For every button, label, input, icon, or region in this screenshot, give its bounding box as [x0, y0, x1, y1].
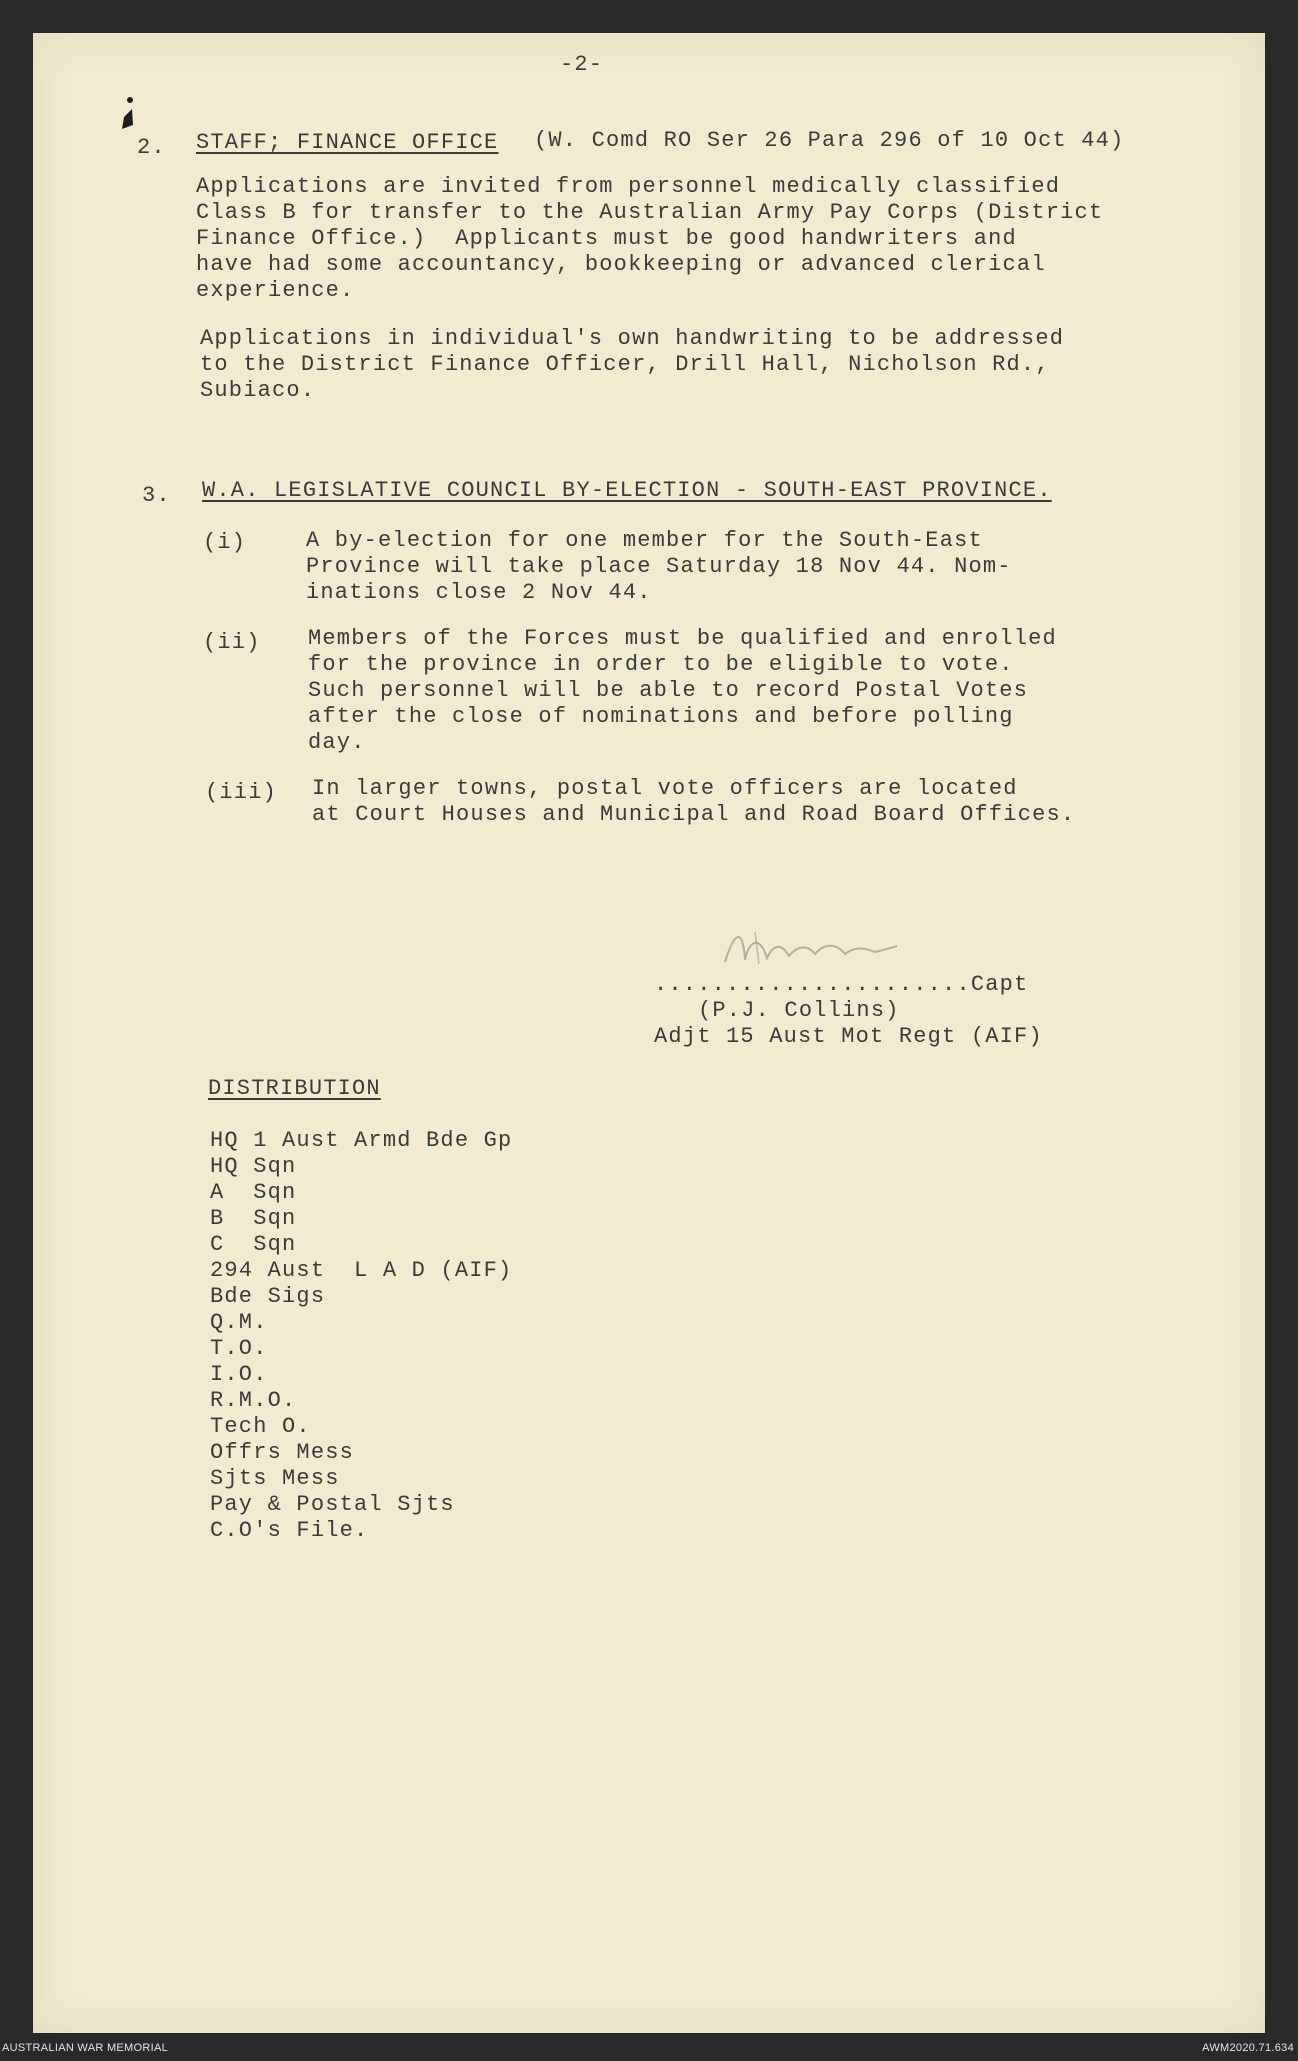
list-item: Offrs Mess — [210, 1440, 355, 1465]
ink-mark-icon — [118, 95, 138, 135]
distribution-list — [210, 1128, 512, 1544]
list-item: C.O's File. — [210, 1518, 369, 1543]
list-item: I.O. — [210, 1362, 268, 1387]
footer-accession-number: AWM2020.71.634 — [1202, 2042, 1294, 2054]
text-line: Applications in individual's own handwriting to be addressed — [200, 326, 1065, 351]
item-label-iii: (iii) — [205, 780, 278, 805]
text-line: at Court Houses and Municipal and Road Board Offices. — [312, 802, 1076, 827]
list-item: Sjts Mess — [210, 1466, 340, 1491]
text-line: have had some accountancy, bookkeeping or advanced clerical — [196, 252, 1046, 277]
text-line: experience. — [196, 278, 355, 303]
text-line: A by-election for one member for the South-East — [306, 528, 983, 553]
section-2-paragraph-1 — [196, 174, 1103, 304]
text-line: inations close 2 Nov 44. — [306, 580, 652, 605]
list-item: Pay & Postal Sjts — [210, 1492, 455, 1517]
section-3-item-i — [306, 528, 1012, 606]
signature-scrawl — [715, 920, 900, 975]
section-3-heading: W.A. LEGISLATIVE COUNCIL BY-ELECTION - SOUTH-EAST PROVINCE. — [202, 478, 1052, 503]
signatory-title: Adjt 15 Aust Mot Regt (AIF) — [654, 1024, 1043, 1049]
text-line: Finance Office.) Applicants must be good handwriters and — [196, 226, 1017, 251]
distribution-heading: DISTRIBUTION — [208, 1076, 381, 1101]
list-item: C Sqn — [210, 1232, 297, 1257]
section-3-number: 3. — [142, 483, 171, 508]
item-label-i: (i) — [203, 530, 247, 555]
section-3-item-ii — [308, 626, 1057, 756]
signature-line: ......................Capt — [654, 972, 1029, 997]
section-2-number: 2. — [137, 135, 166, 160]
text-line: Subiaco. — [200, 378, 316, 403]
list-item: Q.M. — [210, 1310, 268, 1335]
text-line: In larger towns, postal vote officers are located — [312, 776, 1018, 801]
list-item: 294 Aust L A D (AIF) — [210, 1258, 513, 1283]
page-number: -2- — [560, 52, 604, 77]
text-line: after the close of nominations and before polling — [308, 704, 1014, 729]
list-item: HQ Sqn — [210, 1154, 297, 1179]
list-item: Tech O. — [210, 1414, 311, 1439]
text-line: to the District Finance Officer, Drill Hall, Nicholson Rd., — [200, 352, 1050, 377]
section-2-heading: STAFF; FINANCE OFFICE — [196, 130, 499, 155]
list-item: T.O. — [210, 1336, 268, 1361]
section-3-item-iii — [312, 776, 1075, 828]
signatory-name: (P.J. Collins) — [698, 998, 900, 1023]
list-item: R.M.O. — [210, 1388, 297, 1413]
text-line: Such personnel will be able to record Postal Votes — [308, 678, 1029, 703]
section-2-reference: (W. Comd RO Ser 26 Para 296 of 10 Oct 44) — [534, 128, 1125, 153]
list-item: B Sqn — [210, 1206, 297, 1231]
text-line: Province will take place Saturday 18 Nov 44. Nom- — [306, 554, 1012, 579]
text-line: for the province in order to be eligible to vote. — [308, 652, 1014, 677]
section-2-paragraph-2 — [200, 326, 1064, 404]
list-item: Bde Sigs — [210, 1284, 326, 1309]
text-line: Class B for transfer to the Australian Army Pay Corps (District — [196, 200, 1104, 225]
text-line: day. — [308, 730, 366, 755]
item-label-ii: (ii) — [203, 630, 261, 655]
text-line: Members of the Forces must be qualified and enrolled — [308, 626, 1057, 651]
list-item: HQ 1 Aust Armd Bde Gp — [210, 1128, 513, 1153]
footer-institution: AUSTRALIAN WAR MEMORIAL — [2, 2042, 169, 2054]
text-line: Applications are invited from personnel medically classified — [196, 174, 1061, 199]
list-item: A Sqn — [210, 1180, 297, 1205]
